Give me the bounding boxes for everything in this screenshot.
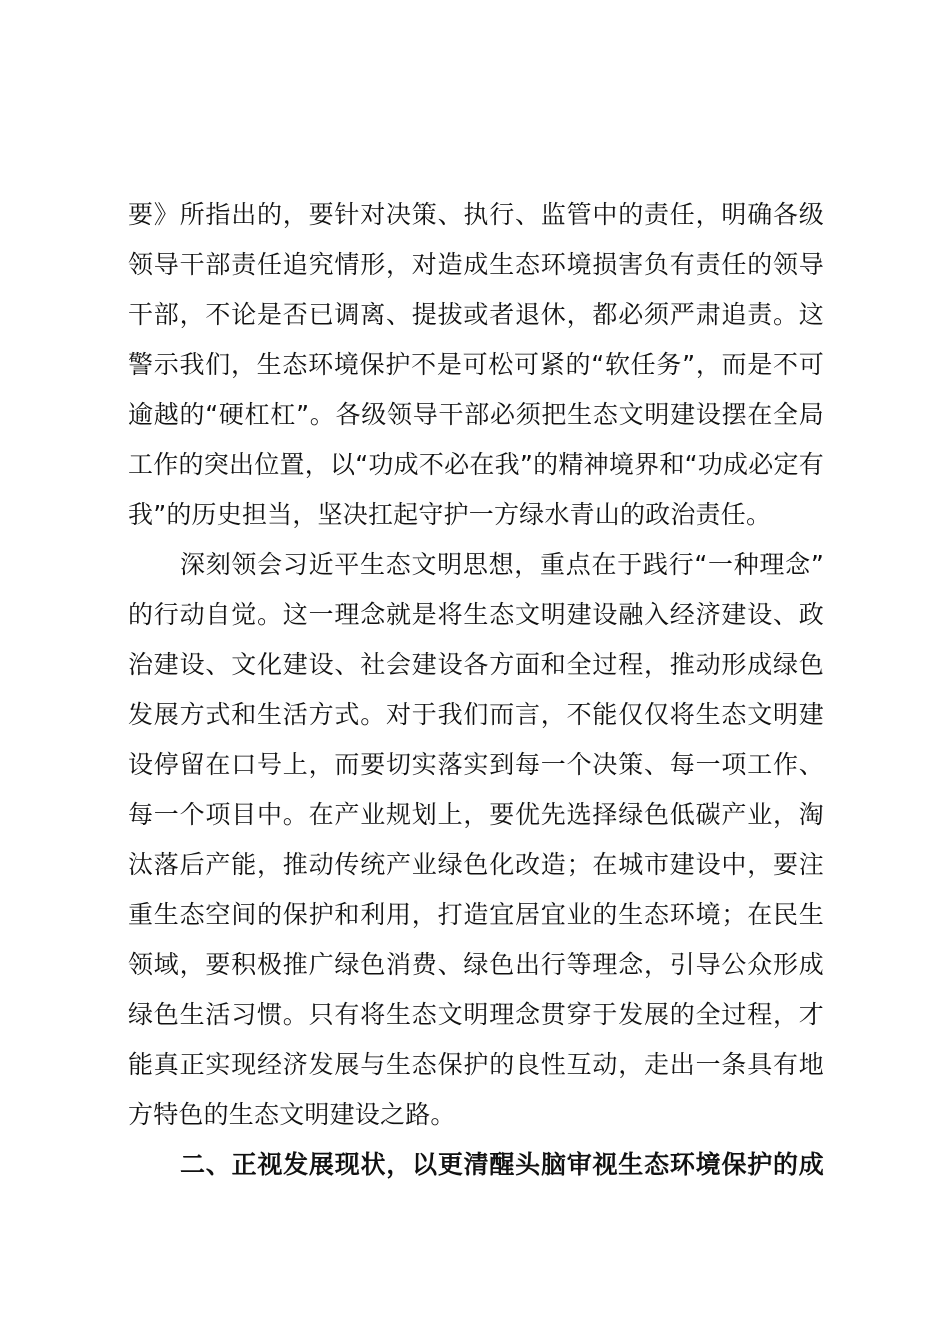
text-line: 逾越的“硬杠杠”。各级领导干部必须把生态文明建设摆在全局 [128,400,824,429]
text-line: 的行动自觉。这一理念就是将生态文明建设融入经济建设、政 [128,600,824,629]
text-line: 工作的突出位置，以“功成不必在我”的精神境界和“功成必定有 [128,450,824,479]
text-line: 汰落后产能，推动传统产业绿色化改造；在城市建设中，要注 [128,850,824,879]
text-line: 领导干部责任追究情形，对造成生态环境损害负有责任的领导 [128,250,824,279]
text-line: 方特色的生态文明建设之路。 [128,1100,456,1129]
text-line: 治建设、文化建设、社会建设各方面和全过程，推动形成绿色 [128,650,824,679]
text-line: 重生态空间的保护和利用，打造宜居宜业的生态环境；在民生 [128,900,824,929]
text-line: 警示我们，生态环境保护不是可松可紧的“软任务”，而是不可 [128,350,824,379]
text-line: 绿色生活习惯。只有将生态文明理念贯穿于发展的全过程，才 [128,1000,824,1029]
section-heading-text: 二、正视发展现状，以更清醒头脑审视生态环境保护的成 [180,1150,824,1179]
text-line: 要》所指出的，要针对决策、执行、监管中的责任，明确各级 [128,200,824,229]
text-line: 干部，不论是否已调离、提拔或者退休，都必须严肃追责。这 [128,300,824,329]
text-line: 我”的历史担当，坚决扛起守护一方绿水青山的政治责任。 [128,500,772,529]
paragraph-responsibility [128,190,824,540]
text-line: 设停留在口号上，而要切实落实到每一个决策、每一项工作、 [128,750,824,779]
section-heading [128,1140,824,1190]
text-line: 深刻领会习近平生态文明思想，重点在于践行“一种理念” [180,550,824,579]
paragraph-green-concept [128,540,824,1140]
text-line: 能真正实现经济发展与生态保护的良性互动，走出一条具有地 [128,1050,824,1079]
text-line: 发展方式和生活方式。对于我们而言，不能仅仅将生态文明建 [128,700,824,729]
text-line: 领域，要积极推广绿色消费、绿色出行等理念，引导公众形成 [128,950,824,979]
text-line: 每一个项目中。在产业规划上，要优先选择绿色低碳产业，淘 [128,800,824,829]
document-body [128,190,824,1190]
